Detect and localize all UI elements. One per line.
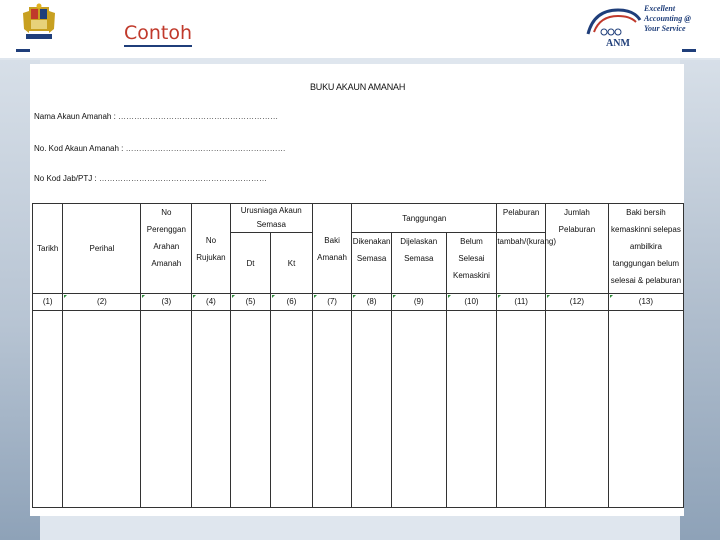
- col-header-kt: Kt: [271, 233, 313, 294]
- slide-header: [0, 0, 720, 58]
- malaysia-crest-icon: [18, 3, 60, 45]
- header-rule-left: [16, 49, 30, 52]
- table-cell: [497, 311, 546, 508]
- field-account-code: [34, 144, 286, 153]
- col-header-pelaburan-sub: tambah/(kurang): [497, 233, 546, 294]
- logo-text: ANM: [606, 38, 630, 48]
- table-cell: [230, 311, 271, 508]
- col-number: (11): [497, 294, 546, 311]
- col-number: (2): [63, 294, 141, 311]
- field-label: No. Kod Akaun Amanah :: [34, 144, 124, 153]
- anm-logo-icon: [584, 4, 644, 48]
- document-title: BUKU AKAUN AMANAH: [310, 82, 406, 92]
- page-title: Contoh: [124, 22, 192, 47]
- col-header-pelaburan: [497, 204, 546, 233]
- col-number: (6): [271, 294, 313, 311]
- table-cell: [391, 311, 446, 508]
- col-number: (12): [545, 294, 608, 311]
- col-header-jumlah-pelaburan: Jumlah Pelaburan: [545, 204, 608, 294]
- table-cell: [63, 311, 141, 508]
- col-number: (10): [446, 294, 497, 311]
- col-header-perihal: Perihal: [63, 204, 141, 294]
- tagline-line: Accounting @: [644, 14, 691, 23]
- table-cell: [352, 311, 392, 508]
- ledger-document: [30, 64, 684, 516]
- field-account-name: [34, 112, 278, 121]
- col-header-dijelaskan: Dijelaskan Semasa: [391, 233, 446, 294]
- tagline-line: Your Service: [644, 24, 686, 33]
- col-header-tanggungan: Tanggungan: [352, 204, 497, 233]
- col-number: (1): [33, 294, 63, 311]
- tagline-line: Excellent: [644, 4, 676, 13]
- table-cell: [192, 311, 231, 508]
- col-number: (7): [312, 294, 352, 311]
- col-number: (9): [391, 294, 446, 311]
- table-cell: [545, 311, 608, 508]
- header-rule-right: [682, 49, 696, 52]
- col-header-baki-bersih: Baki bersih kemaskinni selepas ambilkira tanggungan belum selesai & pelaburan: [608, 204, 683, 294]
- table-cell: [446, 311, 497, 508]
- col-header-no-rujukan: No Rujukan: [192, 204, 231, 294]
- col-number: (4): [192, 294, 231, 311]
- field-dots: ……………………………………………………: [125, 144, 286, 153]
- ledger-table: [32, 203, 684, 508]
- table-cell: [312, 311, 352, 508]
- col-header-belum-selesai: Belum Selesai Kemaskini: [446, 233, 497, 294]
- table-cell: [608, 311, 683, 508]
- col-header-dt: Dt: [230, 233, 271, 294]
- table-cell: [33, 311, 63, 508]
- col-header-urusniaga: Urusniaga Akaun Semasa: [230, 204, 312, 233]
- background-right: [680, 60, 720, 540]
- col-number: (3): [141, 294, 192, 311]
- col-number: (13): [608, 294, 683, 311]
- field-dots: ……………………………………………………: [118, 112, 279, 121]
- col-header-tarikh: Tarikh: [33, 204, 63, 294]
- col-header-baki-amanah: Baki Amanah: [312, 204, 352, 294]
- col-header-dikenakan: Dikenakan Semasa: [352, 233, 392, 294]
- field-label: Nama Akaun Amanah :: [34, 112, 116, 121]
- pelaburan-label: Pelaburan: [502, 208, 540, 217]
- col-number: (5): [230, 294, 271, 311]
- field-department-code: [34, 174, 267, 183]
- field-label: No Kod Jab/PTJ :: [34, 174, 97, 183]
- col-header-no-perenggan: No Perenggan Arahan Amanah: [141, 204, 192, 294]
- col-number: (8): [352, 294, 392, 311]
- table-cell: [271, 311, 313, 508]
- tagline: [644, 4, 714, 34]
- table-cell: [141, 311, 192, 508]
- field-dots: ………………………………………………………: [98, 174, 267, 183]
